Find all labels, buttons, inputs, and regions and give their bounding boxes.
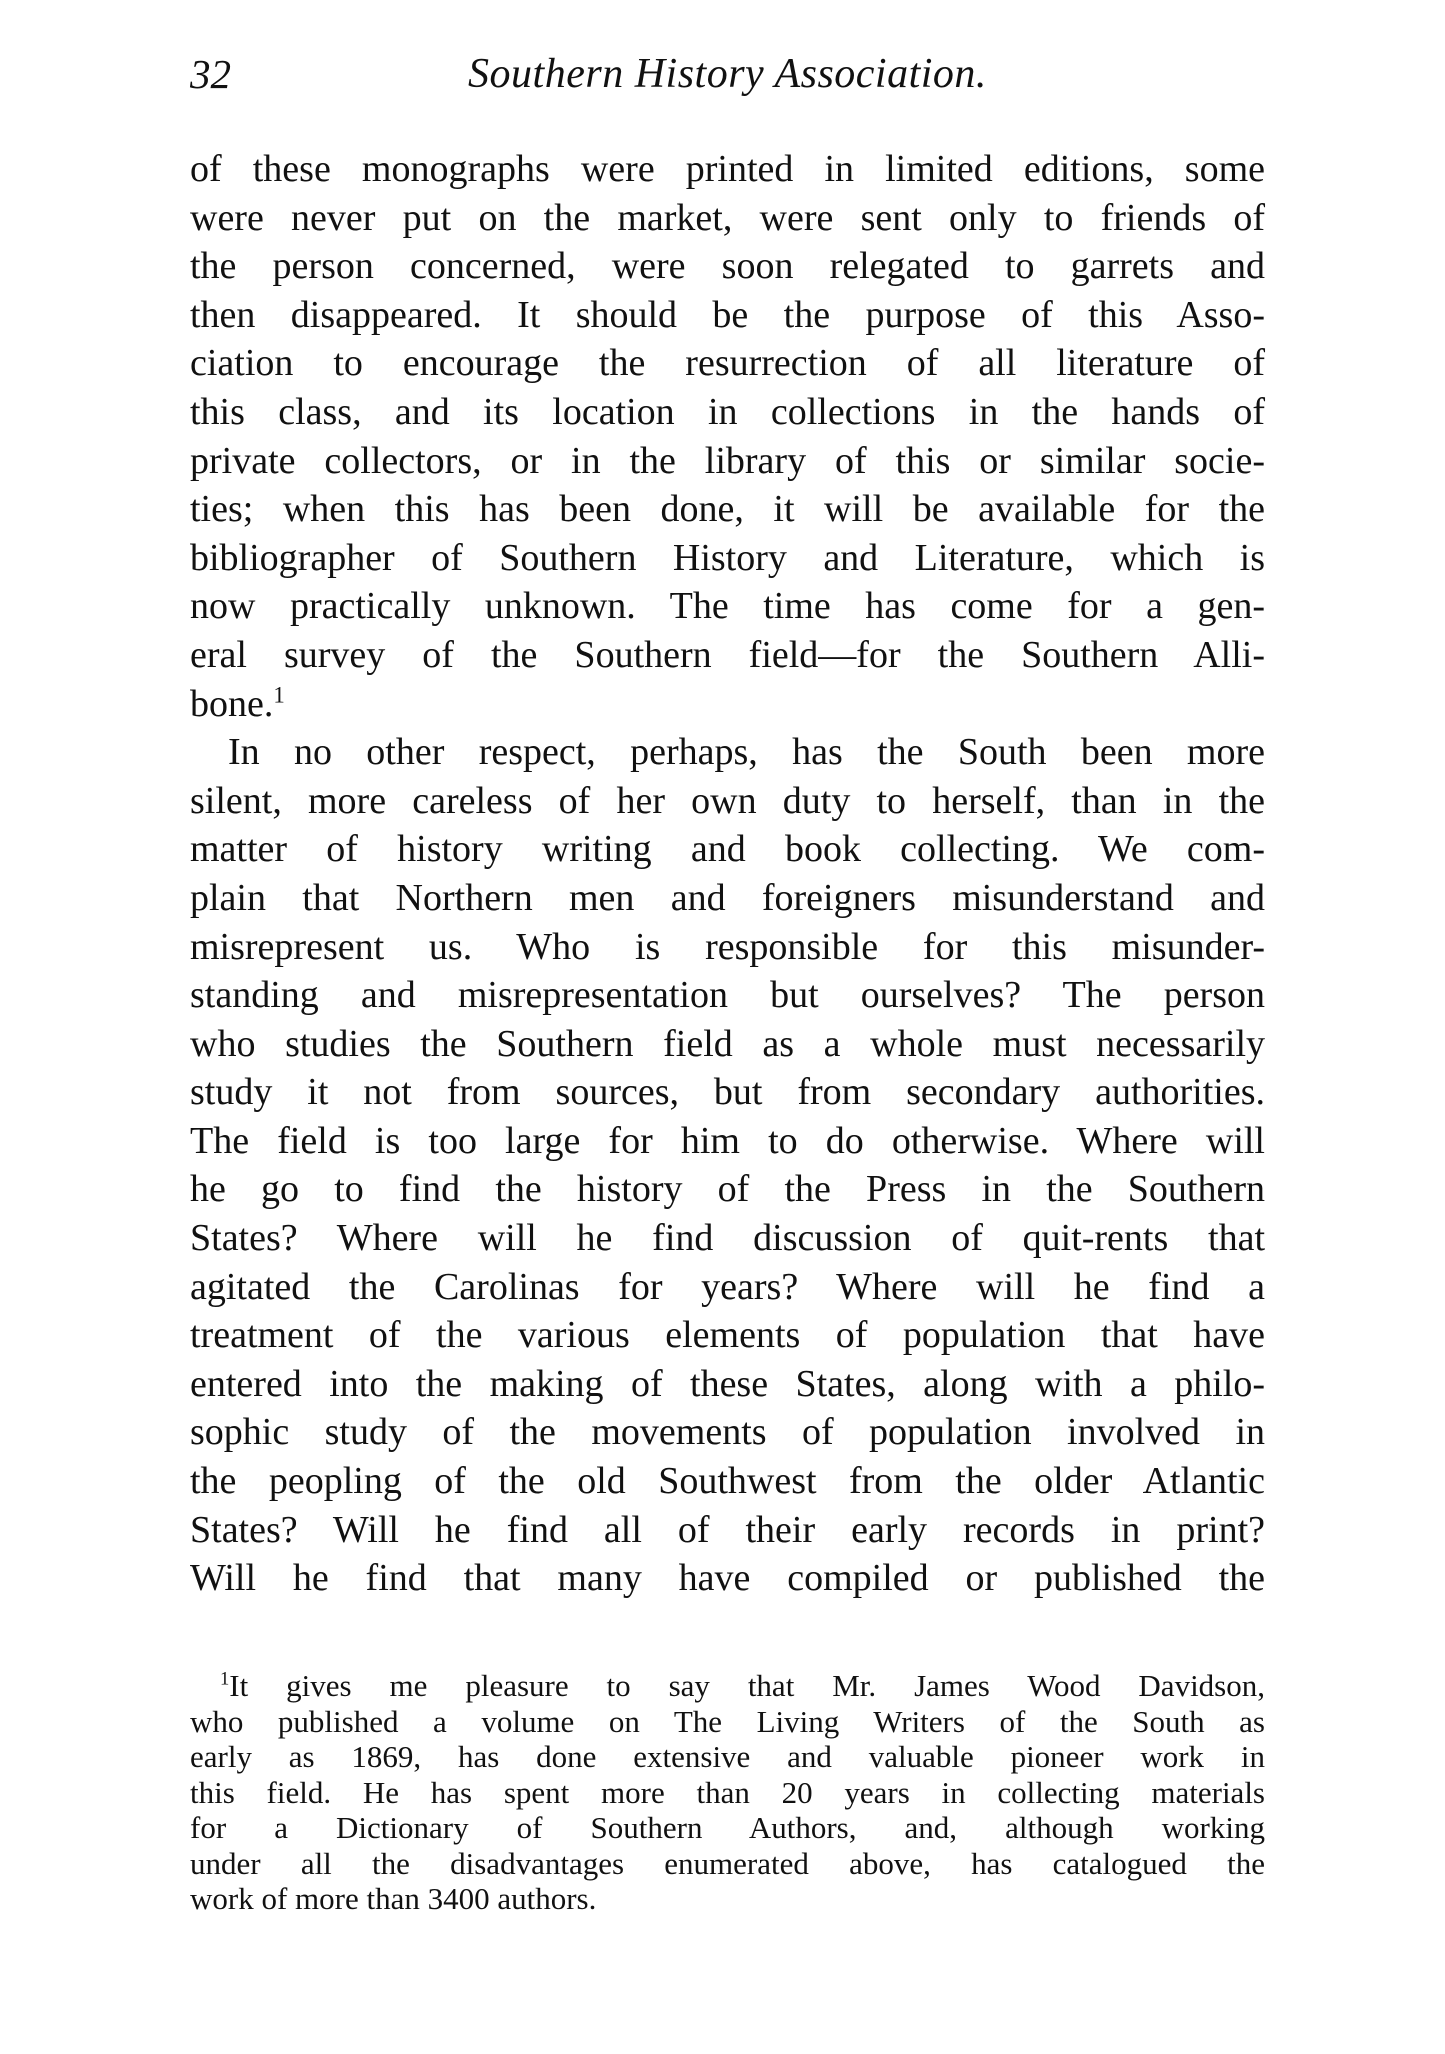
text-line: In no other respect, perhaps, has the South been more xyxy=(228,731,1265,774)
text-line: The field is too large for him to do otherwise. Where will xyxy=(190,1119,1265,1162)
text-line: were never put on the market, were sent only to friends of xyxy=(190,196,1265,239)
text-line: silent, more careless of her own duty to herself, than in the xyxy=(190,779,1265,822)
text-line: entered into the making of these States, along with a philo- xyxy=(190,1362,1265,1405)
footnote-marker: 1 xyxy=(220,1668,230,1690)
text-line: matter of history writing and book collecting. We com- xyxy=(190,828,1265,871)
running-title: Southern History Association. xyxy=(468,51,987,97)
text-line xyxy=(190,680,1265,729)
page-number: 32 xyxy=(190,51,231,97)
text-line: who studies the Southern field as a whole must necessarily xyxy=(190,1022,1265,1065)
text-line: States? Will he find all of their early records in print? xyxy=(190,1508,1265,1551)
text-line: the person concerned, were soon relegated to garrets and xyxy=(190,245,1265,288)
text-line: agitated the Carolinas for years? Where will he find a xyxy=(190,1265,1265,1308)
text-line: this class, and its location in collections in the hands of xyxy=(190,390,1265,433)
footnote-reference: 1 xyxy=(273,681,285,707)
text-line: misrepresent us. Who is responsible for this misunder- xyxy=(190,925,1265,968)
text-line: he go to find the history of the Press in the Southern xyxy=(190,1168,1265,1211)
footnote-line: for a Dictionary of Southern Authors, and, although working xyxy=(190,1810,1265,1845)
page-header xyxy=(190,44,1265,104)
footnote-line: who published a volume on The Living Writers of the South as xyxy=(190,1703,1265,1739)
footnote-line: work of more than 3400 authors. xyxy=(190,1881,597,1916)
footnote-line: this field. He has spent more than 20 years in collecting materials xyxy=(190,1774,1265,1810)
text-line: Will he find that many have compiled or published the xyxy=(190,1557,1265,1600)
footnote-line: early as 1869, has done extensive and valuable pioneer work in xyxy=(190,1739,1265,1774)
text-line: ciation to encourage the resurrection of all literature of xyxy=(190,342,1265,385)
text-line: of these monographs were printed in limited editions, some xyxy=(190,148,1265,190)
text-line: bibliographer of Southern History and Literature, which is xyxy=(190,536,1265,579)
text-line: then disappeared. It should be the purpose of this Asso- xyxy=(190,293,1265,336)
text-line: treatment of the various elements of population that have xyxy=(190,1314,1265,1357)
footnote-line: under all the disadvantages enumerated above, has catalogued the xyxy=(190,1845,1265,1881)
text-line: now practically unknown. The time has come for a gen- xyxy=(190,585,1265,628)
text-line: the peopling of the old Southwest from the older Atlantic xyxy=(190,1460,1265,1503)
text-line: ties; when this has been done, it will be available for the xyxy=(190,488,1265,531)
text-line: private collectors, or in the library of this or similar socie- xyxy=(190,439,1265,482)
text-line: study it not from sources, but from secondary authorities. xyxy=(190,1071,1265,1114)
footnote-line-content: It gives me pleasure to say that Mr. James Wood Davidson, xyxy=(229,1668,1265,1703)
footnote xyxy=(190,1668,1265,1917)
footnote-line xyxy=(190,1668,1265,1704)
text-line: sophic study of the movements of population involved in xyxy=(190,1411,1265,1454)
body-text xyxy=(190,145,1265,1603)
text-line: plain that Northern men and foreigners misunderstand and xyxy=(190,876,1265,919)
text-line: eral survey of the Southern field—for the Southern Alli- xyxy=(190,633,1265,676)
text-line: standing and misrepresentation but ourselves? The person xyxy=(190,974,1265,1017)
text-line: States? Where will he find discussion of quit-rents that xyxy=(190,1217,1265,1260)
text-line-content: bone. xyxy=(190,682,274,725)
